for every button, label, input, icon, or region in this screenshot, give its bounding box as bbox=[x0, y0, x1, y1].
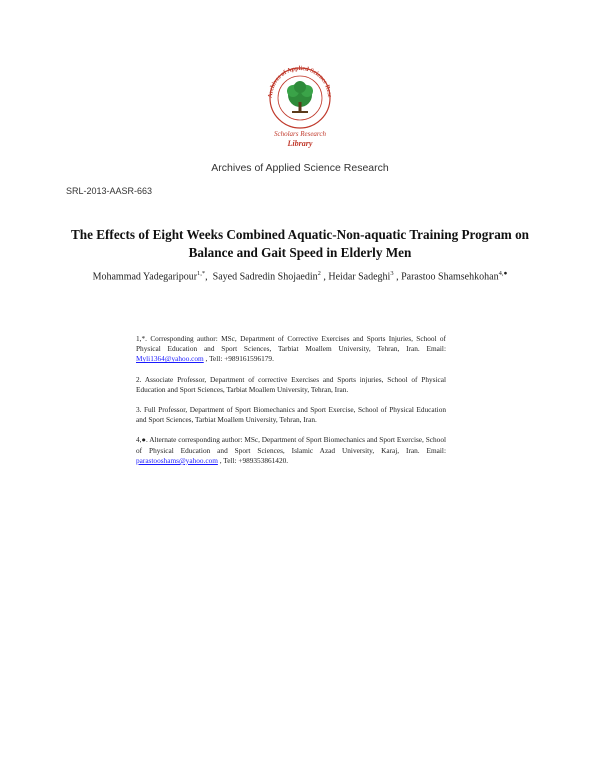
journal-name: Archives of Applied Science Research bbox=[211, 162, 389, 174]
svg-text:Archives of Applied Science Re: Archives of Applied Science Rese bbox=[266, 64, 334, 99]
journal-logo bbox=[262, 58, 338, 152]
email-link[interactable]: Myli1364@yahoo.com bbox=[136, 354, 204, 364]
author-name: Sayed Sadredin Shojaedin bbox=[212, 271, 318, 283]
email-link[interactable]: parastooshams@yahoo.com bbox=[136, 455, 218, 465]
author-name: Mohammad Yadegaripour bbox=[92, 271, 198, 283]
author-name: Heidar Sadeghi bbox=[328, 271, 391, 283]
affiliations bbox=[136, 334, 446, 476]
tree-seal-icon bbox=[262, 58, 338, 152]
svg-text:Scholars Research: Scholars Research bbox=[273, 130, 327, 138]
author-mark: 2 bbox=[317, 270, 321, 277]
author-mark: 4,● bbox=[498, 270, 508, 277]
author-mark: 1,* bbox=[197, 270, 206, 277]
article-code: SRL-2013-AASR-663 bbox=[66, 186, 153, 196]
affiliation-1: 1,*. Corresponding author: MSc, Department of Corrective Exercises and Sports Injuries, School of Physical Education and Sport Sciences, Tarbiat Moallem University, Tehran, Iran. Email: Myli1364@yahoo.com , Tell: +989161596179. bbox=[136, 334, 446, 364]
affiliation-3: 3. Full Professor, Department of Sport Biomechanics and Sport Exercise, School of Physical Education and Sport Sciences, Tarbiat Moallem University, Tehran, Iran. bbox=[136, 405, 446, 425]
affiliation-4: 4,●. Alternate corresponding author: MSc, Department of Sport Biomechanics and Sport Exercise, School of Physical Education and Sport Sciences, Islamic Azad University, Karaj, Iran. Email: parastooshams@yahoo.com , Tell: +989353861420. bbox=[136, 435, 446, 465]
author-list: Mohammad Yadegaripour$^{1,*}$, Sayed Sadredin Shojaedin$^2$ , Heidar Sadeghi$^3$ , Parastoo Shamsehkohan$^{4,●}$ bbox=[92, 270, 508, 283]
title-line-1: The Effects of Eight Weeks Combined Aquatic-Non-aquatic Training Program on bbox=[70, 227, 530, 242]
paper-title bbox=[50, 226, 550, 262]
affiliation-2: 2. Associate Professor, Department of corrective Exercises and Sports injuries, School of Physical Education and Sport Sciences, Tarbiat Moallem University, Tehran, Iran. bbox=[136, 374, 446, 394]
title-line-2: Balance and Gait Speed in Elderly Men bbox=[188, 245, 412, 260]
svg-text:Library: Library bbox=[287, 139, 313, 148]
author-mark: 3 bbox=[390, 270, 394, 277]
author-name: Parastoo Shamsehkohan bbox=[401, 271, 499, 283]
